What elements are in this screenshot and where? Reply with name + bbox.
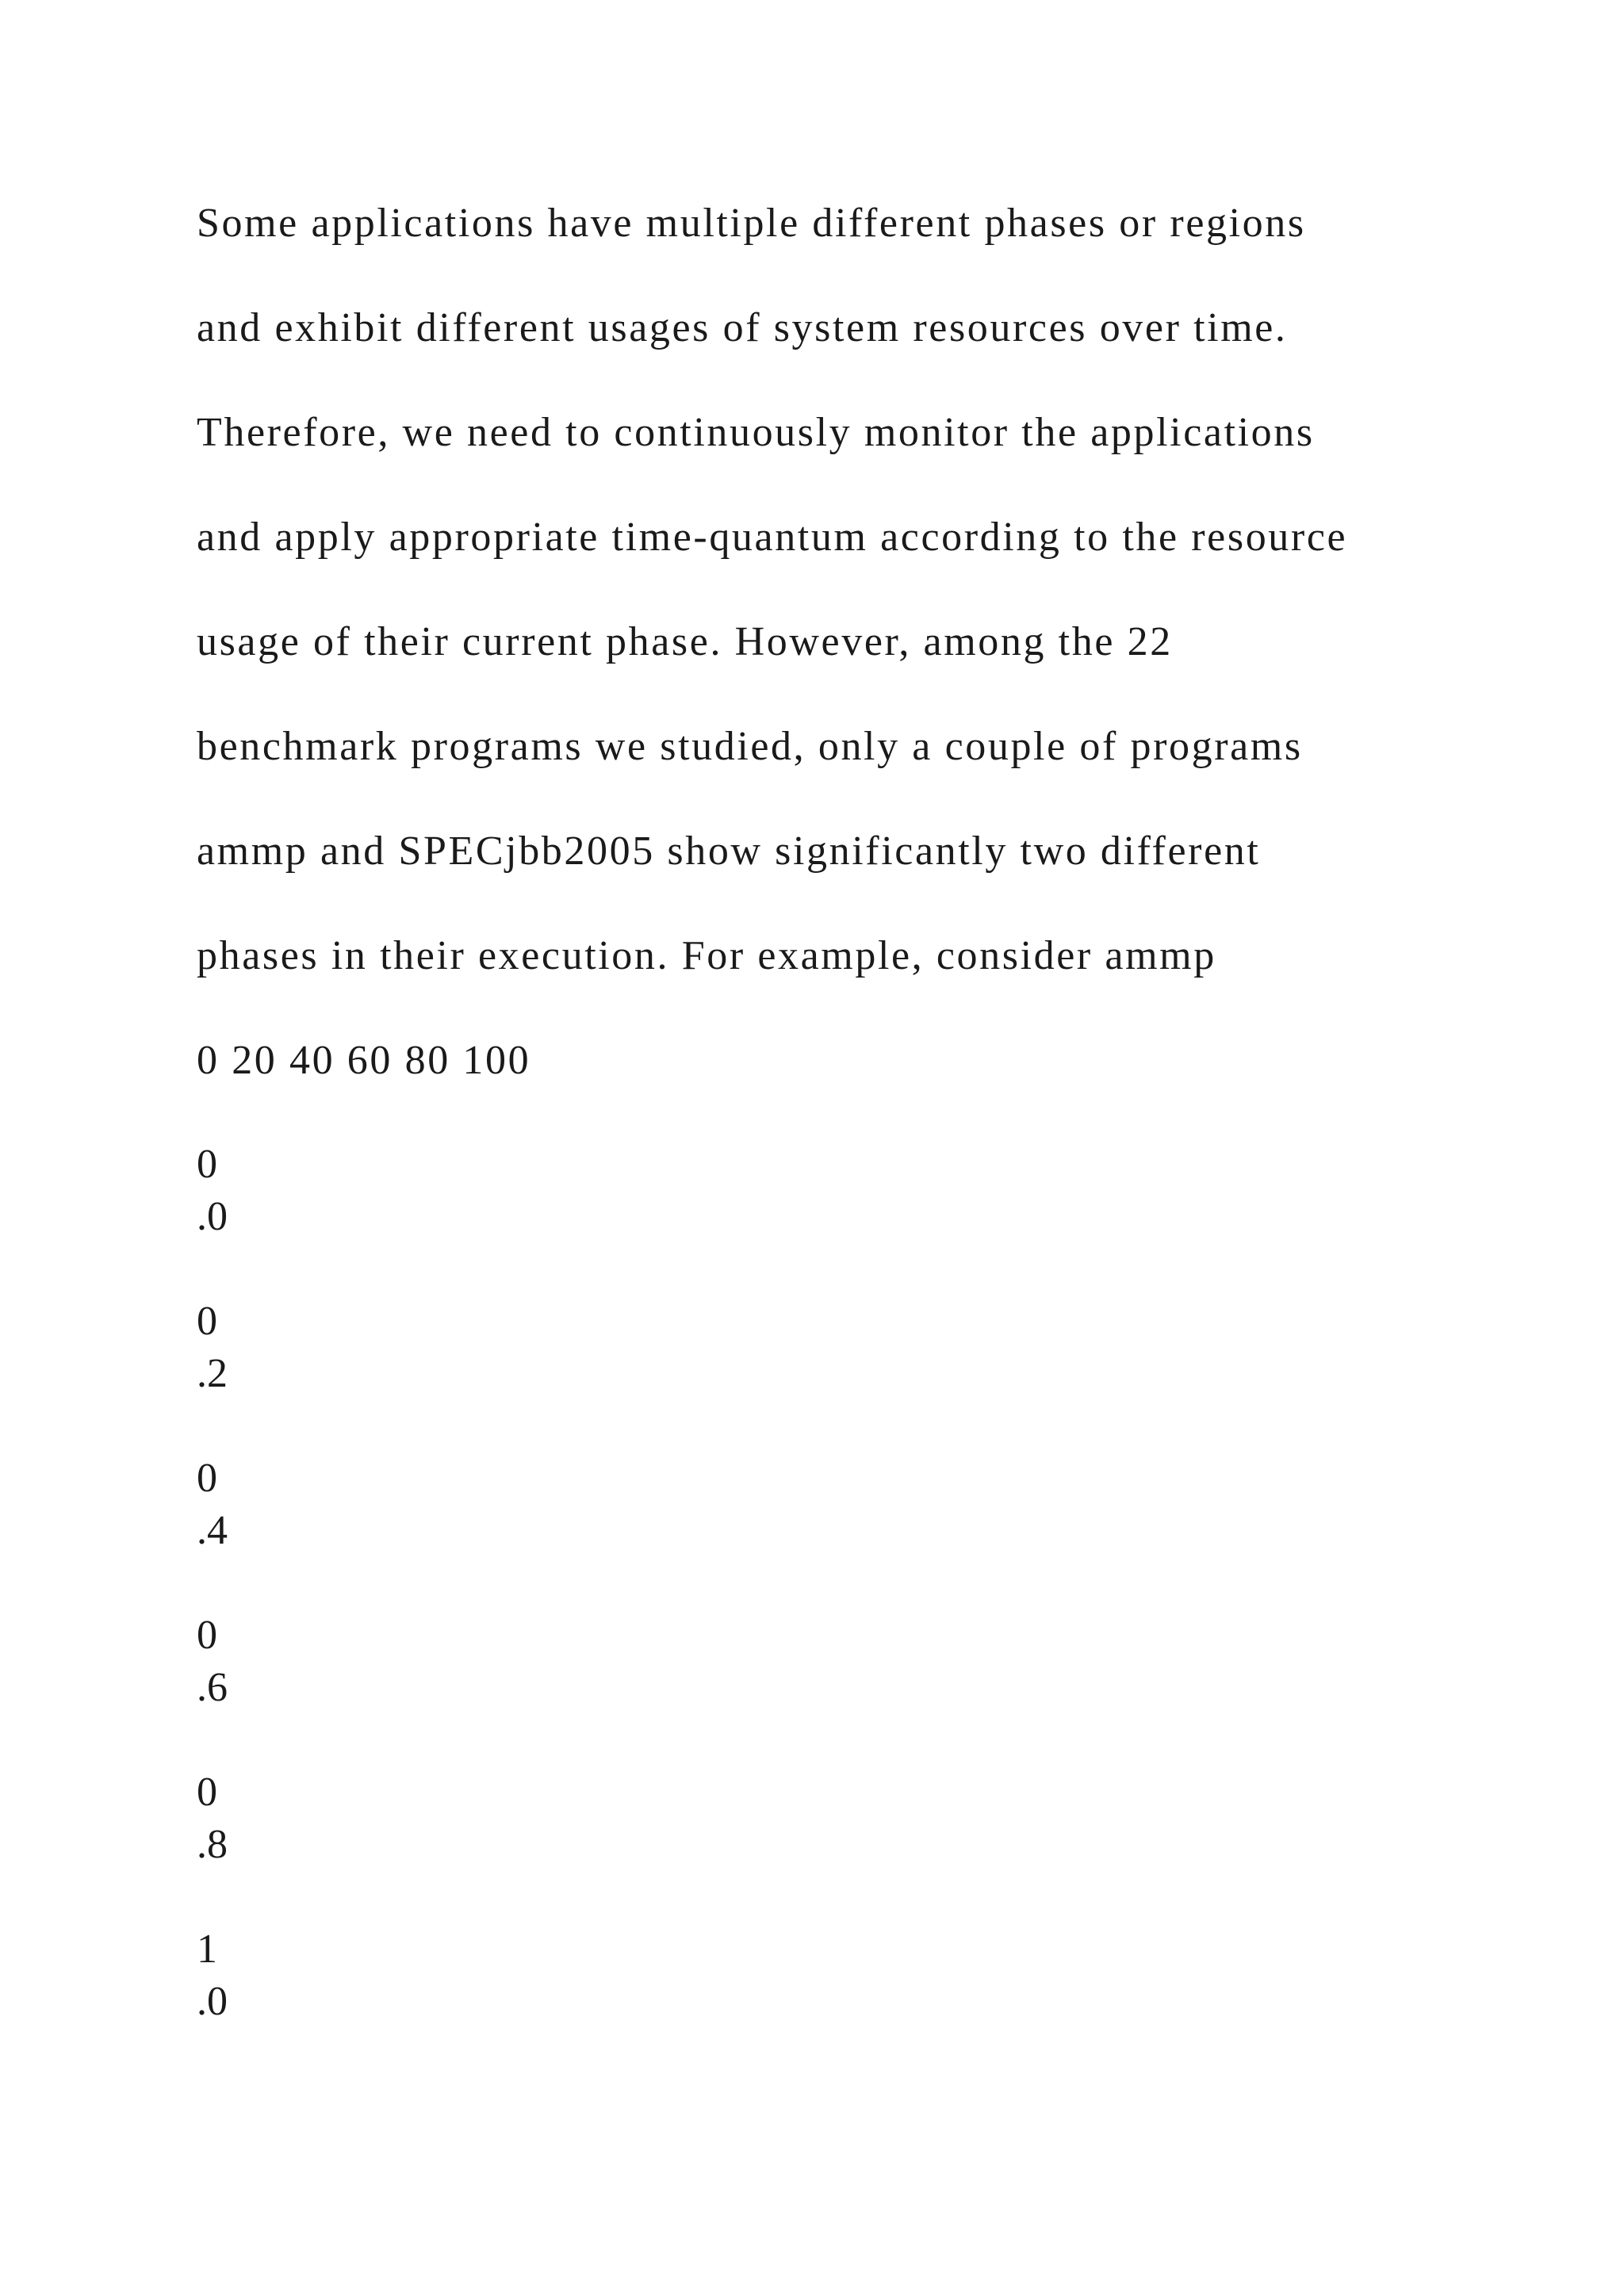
y-tick-fraction: .0 — [197, 1194, 228, 1239]
x-axis-ticks: 0 20 40 60 80 100 — [197, 1038, 531, 1083]
y-tick-fraction: .6 — [197, 1665, 228, 1710]
y-tick-fraction: .8 — [197, 1822, 228, 1867]
paragraph-line: Therefore, we need to continuously monitor the applications — [197, 410, 1315, 455]
y-tick-integer: 0 — [197, 1299, 217, 1344]
paragraph-line: phases in their execution. For example, consider ammp — [197, 933, 1216, 978]
paragraph-line: and apply appropriate time-quantum according to the resource — [197, 515, 1348, 560]
paragraph-line: usage of their current phase. However, among the 22 — [197, 619, 1173, 664]
paragraph-line: benchmark programs we studied, only a couple of programs — [197, 724, 1303, 769]
paragraph-line: Some applications have multiple different phases or regions — [197, 201, 1306, 246]
y-tick-integer: 0 — [197, 1142, 217, 1187]
y-tick-integer: 1 — [197, 1927, 217, 1972]
paragraph-line: and exhibit different usages of system resources over time. — [197, 305, 1288, 350]
y-tick-integer: 0 — [197, 1770, 217, 1815]
y-tick-fraction: .4 — [197, 1508, 228, 1553]
y-tick-fraction: .0 — [197, 1979, 228, 2024]
paragraph-line: ammp and SPECjbb2005 show significantly two different — [197, 828, 1261, 874]
y-tick-fraction: .2 — [197, 1351, 228, 1396]
y-tick-integer: 0 — [197, 1613, 217, 1658]
y-tick-integer: 0 — [197, 1456, 217, 1501]
